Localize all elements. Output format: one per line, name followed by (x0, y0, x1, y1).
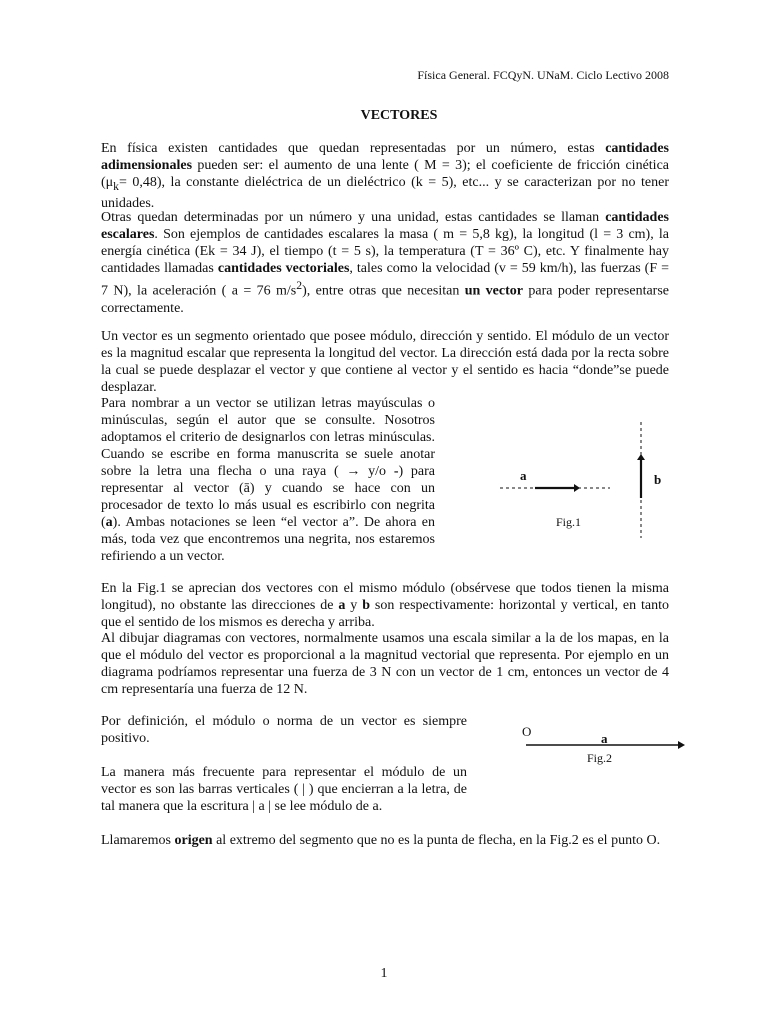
text: son respectivamente: horizontal y vertical, en tanto que el sentido de los mismos es derecha y arriba. (101, 598, 669, 630)
text: = 0,48), la constante dieléctrica de un dieléctrico (k = 5), etc... y se caracterizan por no tener unidades. (101, 175, 669, 211)
bold-term: cantidades escalares (101, 210, 669, 242)
text: y (345, 598, 363, 613)
text: En física existen cantidades que quedan representadas por un número, estas (101, 141, 606, 156)
paragraph-fig1-explicacion (101, 580, 669, 631)
vector-a-arrowhead (678, 741, 685, 749)
paragraph-escalares (101, 209, 669, 317)
bold-term: origen (174, 833, 213, 848)
text: , tales como la velocidad (v = 59 km/h), las fuerzas (F = 7 N), la aceleración ( a = 76 m/s (101, 261, 670, 299)
figure-2 (515, 722, 690, 772)
bold-term: un vector (464, 283, 523, 299)
figure-2-caption: Fig.2 (587, 751, 613, 765)
text: En la Fig.1 se aprecian dos vectores con el mismo módulo (obsérvese que todos tienen la misma longitud), no obstante las direcciones de (101, 581, 669, 613)
bold-term: - (393, 464, 399, 479)
text: Llamaremos (101, 833, 175, 848)
superscript: 2 (296, 279, 303, 292)
text: ) para representar al vector (ā) y cuando se hace con un procesador de texto lo más usual es escribirlo con negrita ( (101, 464, 435, 530)
paragraph-modulo-positivo: Por definición, el módulo o norma de un vector es siempre positivo. (101, 714, 467, 746)
paragraph-definicion-vector: Un vector es un segmento orientado que posee módulo, dirección y sentido. El módulo de un vector es la magnitud escalar que representa la longitud del vector. La dirección está dada por la recta sobre la cual se puede desplazar el vector y que contiene al vector y el sentido es hacia “donde”se puede desplazar. (101, 329, 669, 395)
origin-label: O (522, 724, 532, 739)
subscript: k (113, 179, 119, 193)
bold-term: b (362, 598, 370, 613)
vector-a-label: a (601, 731, 608, 746)
text: ), entre otras que necesitan (302, 283, 465, 299)
bold-term: cantidades vectoriales (217, 261, 350, 276)
paragraph-notacion (101, 395, 435, 565)
vector-a-arrowhead (574, 484, 580, 492)
page-header: Física General. FCQyN. UNaM. Ciclo Lectivo 2008 (417, 68, 669, 82)
bold-term: cantidades adimensionales (101, 141, 669, 173)
page-number: 1 (380, 966, 388, 981)
text: para poder representarse correctamente. (101, 283, 669, 316)
vector-b-arrowhead (637, 454, 645, 460)
paragraph-escala: Al dibujar diagramas con vectores, normalmente usamos una escala similar a la de los mapas, en la que el módulo del vector es proporcional a la magnitud vectorial que representa. Por ejemplo en un diagrama podríamos representar una fuerza de 3 N con un vector de 1 cm, entonces un vector de 4 cm representaría una fuerza de 12 N. (101, 631, 669, 697)
text: Para nombrar a un vector se utilizan letras mayúsculas o minúsculas, según el autor que se consulte. Nosotros adoptamos el criterio de designarlos con letras minúsculas. Cuando se escribe en forma manuscrita se suele anotar sobre la letra una flecha o una raya ( → y/o (101, 396, 435, 479)
text: Otras quedan determinadas por un número y una unidad, estas cantidades se llaman (101, 210, 606, 225)
text: al extremo del segmento que no es la punta de flecha, en la Fig.2 es el punto O. (212, 833, 661, 848)
paragraph-adimensionales (101, 140, 669, 212)
paragraph-barras-verticales: La manera más frecuente para representar el módulo de un vector es son las barras verticales ( | ) que encierran a la letra, de tal manera que la escritura | a | se lee módulo de a. (101, 765, 467, 814)
figure-1-caption: Fig.1 (556, 515, 582, 529)
text: pueden ser: el aumento de una lente ( M = 3); el coeficiente de fricción cinética (μ (101, 158, 669, 190)
document-title: VECTORES (360, 108, 438, 123)
vector-b-label: b (654, 472, 662, 487)
bold-term: a (338, 598, 346, 613)
text: ). Ambas notaciones se leen “el vector a”. De ahora en más, toda vez que encontremos una negrita, nos estaremos refiriendo a un vector. (101, 515, 435, 564)
bold-term: a (105, 515, 113, 530)
vector-a-label: a (520, 468, 527, 483)
figure-1 (490, 418, 680, 543)
paragraph-origen (101, 832, 669, 849)
text: . Son ejemplos de cantidades escalares la masa ( m = 5,8 kg), la longitud (l = 3 cm), la energía cinética (Ek = 34 J), el tiempo (t = 5 s), la temperatura (T = 36º C), etc. Y finalmente hay cantidades llamadas (101, 227, 669, 276)
